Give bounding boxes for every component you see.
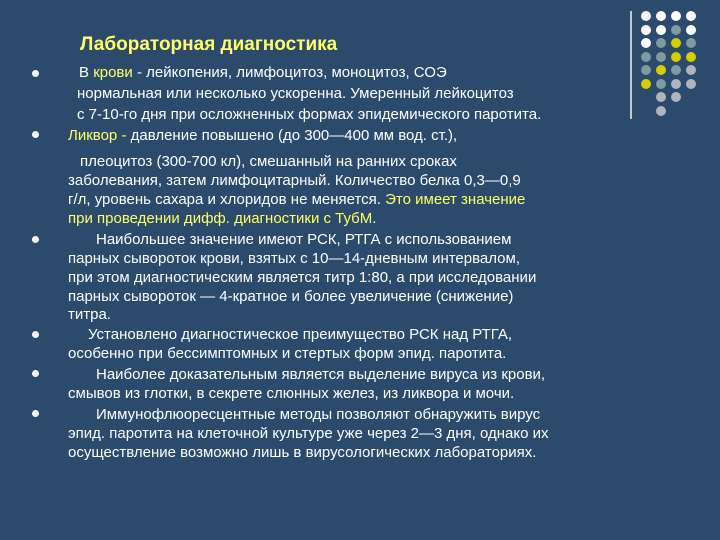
- p2-highlight-l5a: при проведении дифф. диагностики с ТубМ: [68, 210, 373, 227]
- p2-highlight-l4b: Это имеет значение: [385, 191, 526, 208]
- p1-line3: с 7-10-го дня при осложненных формах эпидемического паротита.: [77, 106, 542, 123]
- p2-line4: [68, 191, 525, 209]
- decorative-dot: [656, 38, 666, 48]
- decorative-dot: [686, 65, 696, 75]
- decorative-dot: [641, 25, 651, 35]
- p1-line1: [79, 64, 447, 82]
- p3-line5: титра.: [68, 306, 111, 323]
- p4-line2: особенно при бессимптомных и стертых форм эпид. паротита.: [68, 345, 507, 362]
- p1-highlight-blood: крови: [93, 64, 133, 81]
- p1-text-a: В: [79, 64, 94, 81]
- p2-line2: плеоцитоз (300-700 кл), смешанный на ранних сроках: [80, 153, 457, 170]
- p6-line1: Иммунофлюоресцентные методы позволяют обнаружить вирус: [96, 406, 541, 423]
- decorative-dot: [656, 65, 666, 75]
- p5-line2: смывов из глотки, в секрете слюнных желез, из ликвора и мочи.: [68, 385, 515, 402]
- decorative-dot: [641, 11, 651, 21]
- p1-text-c: - лейкопения, лимфоцитоз, моноцитоз, СОЭ: [132, 64, 447, 81]
- bullet-icon: [32, 410, 39, 417]
- decorative-dot: [656, 79, 666, 89]
- bullet-icon: [32, 370, 39, 377]
- decorative-dot: [671, 25, 681, 35]
- p3-line3: при этом диагностическим является титр 1:80, а при исследовании: [68, 269, 537, 286]
- decorative-dot: [656, 92, 666, 102]
- decorative-dot-grid: [641, 11, 720, 121]
- bullet-icon: [32, 70, 39, 77]
- p3-line1: Наибольшее значение имеют РСК, РТГА с использованием: [96, 231, 512, 248]
- decorative-dot: [671, 92, 681, 102]
- decorative-dot: [686, 25, 696, 35]
- bullet-icon: [32, 131, 39, 138]
- p1-line2: нормальная или несколько ускоренна. Умеренный лейкоцитоз: [77, 85, 514, 102]
- p5-line1: Наиболее доказательным является выделение вируса из крови,: [96, 366, 546, 383]
- p6-line3: осуществление возможно лишь в вирусологических лабораториях.: [68, 444, 537, 461]
- p6-line2: эпид. паротита на клеточной культуре уже через 2—3 дня, однако их: [68, 425, 549, 442]
- decorative-dot: [671, 38, 681, 48]
- decorative-dot: [641, 65, 651, 75]
- decorative-dot: [656, 25, 666, 35]
- p2-line3: заболевания, затем лимфоцитарный. Количество белка 0,3—0,9: [68, 172, 521, 189]
- p2-text-b: давление повышено (до 300—400 мм вод. ст.),: [126, 127, 458, 144]
- decorative-dot: [686, 52, 696, 62]
- decorative-dot: [641, 52, 651, 62]
- bullet-icon: [32, 236, 39, 243]
- decorative-dot: [656, 52, 666, 62]
- decorative-dot: [656, 11, 666, 21]
- p2-text-l5b: .: [372, 210, 377, 227]
- slide-title: Лабораторная диагностика: [80, 34, 338, 55]
- decorative-dot: [686, 38, 696, 48]
- p4-line1: Установлено диагностическое преимущество РСК над РТГА,: [88, 326, 513, 343]
- bullet-icon: [32, 331, 39, 338]
- divider-line: [630, 11, 632, 119]
- decorative-dot: [641, 79, 651, 89]
- p2-highlight-liquor: Ликвор -: [68, 127, 127, 144]
- p2-line5: [68, 210, 376, 228]
- decorative-dot: [686, 11, 696, 21]
- decorative-dot: [671, 79, 681, 89]
- p2-text-l4a: г/л, уровень сахара и хлоридов не меняется.: [68, 191, 386, 208]
- decorative-dot: [686, 79, 696, 89]
- decorative-dot: [656, 106, 666, 116]
- decorative-dot: [671, 65, 681, 75]
- p2-line1: [68, 127, 457, 145]
- p3-line4: парных сывороток — 4-кратное и более увеличение (снижение): [68, 288, 514, 305]
- decorative-dot: [671, 52, 681, 62]
- decorative-dot: [641, 38, 651, 48]
- decorative-dot: [671, 11, 681, 21]
- p3-line2: парных сывороток крови, взятых с 10—14-дневным интервалом,: [68, 250, 520, 267]
